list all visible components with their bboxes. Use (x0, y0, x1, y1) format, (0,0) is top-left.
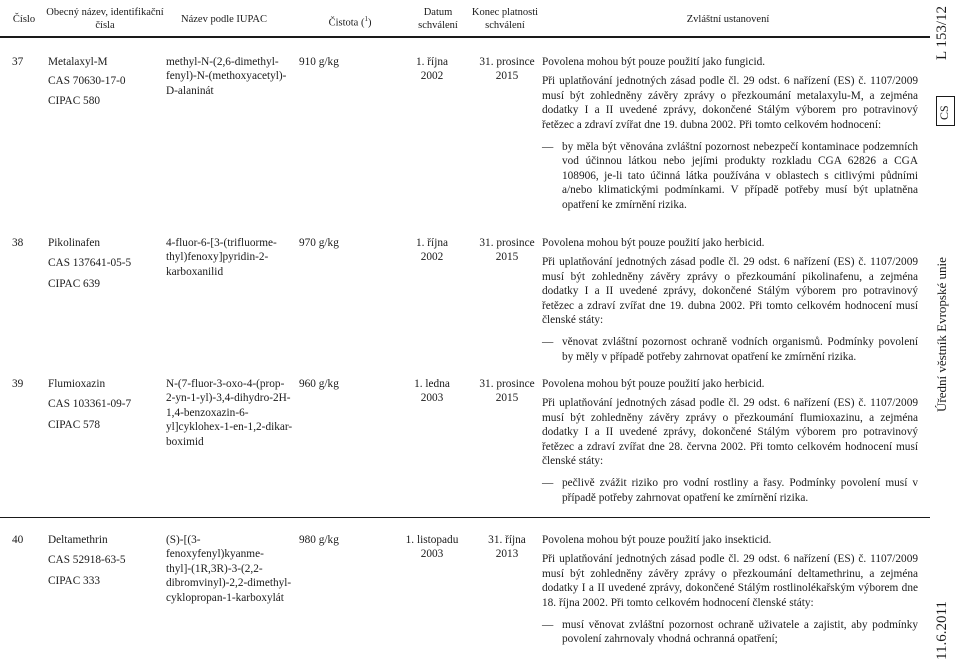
dash-marker: — (542, 141, 554, 154)
row-40-cas: CAS 52918-63-5 (48, 554, 126, 567)
row-38-expiry: 31. prosince 2015 (479, 237, 535, 264)
row-38-common-name (48, 236, 158, 291)
header-approval-date: Datum schválení (418, 7, 458, 31)
row-38-approval: 1. října 2002 (416, 237, 448, 264)
row-40-cipac: CIPAC 333 (48, 574, 101, 587)
row-38-dash-item: — věnovat zvláštní pozornost ochraně vodních organismů. Podmínky povolení by měly v případě potřeby zahrnovat opatření ke zmírnění rizika. (542, 336, 918, 363)
row-39-expiry: 31. prosince 2015 (479, 378, 535, 405)
row-40-use: Povolena mohou být pouze použití jako insekticid. (542, 534, 772, 546)
row-38-cipac: CIPAC 639 (48, 277, 101, 290)
row-38-body: Při uplatňování jednotných zásad podle čl. 29 odst. 6 nařízení (ES) č. 1107/2009 musí být zohledněny závěry zprávy o přezkoumání pikolinafenu, a zejména dodatky I a II uvedené zprávy, dokončené Stálým výborem pro potravinový řetězec a zdraví zvířat dne 19. dubna 2002. Při tomto celkovém hodnocení musí členské státy: (542, 256, 918, 327)
row-37-expiry: 31. prosince 2015 (479, 56, 535, 83)
row-40-expiry: 31. října 2013 (488, 534, 526, 561)
header-provisions: Zvláštní ustanovení (686, 14, 770, 25)
row-39-name: Flumioxazin (48, 378, 106, 390)
row-38-number: 38 (12, 237, 24, 249)
dash-marker: — (542, 336, 554, 349)
row-37-purity: 910 g/kg (299, 56, 339, 68)
header-expiry: Konec platnosti schválení (471, 7, 539, 31)
row-40-provisions (542, 533, 918, 647)
dash-marker: — (542, 619, 554, 632)
row-40-common-name (48, 533, 158, 588)
row-40-number: 40 (12, 534, 24, 546)
row-38-iupac: 4-fluor-6-[3-(trifluorme- thyl)fenoxy]pyridin-2- karboxanilid (166, 237, 277, 278)
row-37-name: Metalaxyl-M (48, 56, 108, 68)
language-badge: CS (936, 96, 955, 126)
row-37-cas: CAS 70630-17-0 (48, 75, 126, 88)
dash-marker: — (542, 477, 554, 490)
row-37-approval: 1. října 2002 (416, 56, 448, 83)
journal-reference: L 153/12 (934, 5, 950, 60)
journal-name: Úřední věstník Evropské unie (934, 257, 949, 412)
row-39-number: 39 (12, 378, 24, 390)
header-rule (0, 36, 930, 38)
row-39-approval: 1. ledna 2003 (414, 378, 450, 405)
row-37-common-name (48, 55, 158, 108)
row-38-provisions (542, 236, 918, 364)
row-39-body: Při uplatňování jednotných zásad podle čl. 29 odst. 6 nařízení (ES) č. 1107/2009 musí být zohledněny závěry zprávy o přezkoumání flumioxazinu, a zejména dodatky I a II uvedené zprávy, dokončené Stálým výborem pro potravinový řetězec a zdraví zvířat dne 28. června 2002. Při tomto celkovém hodnocení musí členské státy: (542, 397, 918, 468)
row-39-purity: 960 g/kg (299, 378, 339, 390)
row-37-dash-item: — by měla být věnována zvláštní pozornost nebezpečí kontaminace podzemních vod účinnou látkou nebo jejími produkty rozkladu CGA 62826 a CGA 108906, je-li tato účinná látka používána v oblastech s citlivými půdními a/nebo klimatickými podmínkami. V případě potřeby musí být uplatněna opatření ke zmírnění rizika. (542, 141, 918, 211)
row-37-provisions (542, 55, 918, 212)
row-37-use: Povolena mohou být pouze použití jako fungicid. (542, 56, 766, 68)
row-39-provisions (542, 377, 918, 505)
row-38-use: Povolena mohou být pouze použití jako herbicid. (542, 237, 765, 249)
row-39-common-name (48, 377, 158, 432)
publication-date: 11.6.2011 (934, 601, 950, 660)
row-38-purity: 970 g/kg (299, 237, 339, 249)
header-purity: Čistota ($^1$) (328, 15, 372, 29)
row-38-cas: CAS 137641-05-5 (48, 257, 132, 270)
row-40-name: Deltamethrin (48, 534, 108, 546)
row-38-name: Pikolinafen (48, 237, 101, 249)
row-39-cipac: CIPAC 578 (48, 418, 101, 431)
row-40-approval: 1. listopadu 2003 (405, 534, 459, 561)
header-number: Číslo (12, 14, 36, 25)
row-37-number: 37 (12, 56, 24, 68)
row-40-dash-item: — musí věnovat zvláštní pozornost ochraně uživatele a zajistit, aby podmínky povolení zahrnovaly vhodná ochranná opatření; (542, 619, 918, 646)
row-40-iupac: (S)-[(3-fenoxyfenyl)kyanme- thyl]-(1R,3R)-3-(2,2- dibromvinyl)-2,2-dimethyl- cyklopropan-1-karboxylát (166, 534, 292, 604)
row-39-iupac: N-(7-fluor-3-oxo-4-(prop- 2-yn-1-yl)-3,4-dihydro-2H- 1,4-benzoxazin-6- yl]cyklohex-1-en-1,2-dikar- boximid (166, 378, 293, 448)
row-37-body: Při uplatňování jednotných zásad podle čl. 29 odst. 6 nařízení (ES) č. 1107/2009 musí být zohledněny závěry zprávy o přezkoumání metalaxylu-M, a zejména dodatky I a II uvedené zprávy, dokončené Stálým výborem pro potravinový řetězec a zdraví zvířat dne 19. dubna 2002. Při tomto celkovém hodnocení: (542, 75, 918, 131)
row-39-dash-item: — pečlivě zvážit riziko pro vodní rostliny a řasy. Podmínky povolení musí v případě potřeby zahrnovat opatření ke zmírnění rizika. (542, 477, 918, 504)
row-divider (0, 517, 930, 518)
row-37-cipac: CIPAC 580 (48, 94, 101, 107)
row-40-body: Při uplatňování jednotných zásad podle čl. 29 odst. 6 nařízení (ES) č. 1107/2009 musí být zohledněny závěry zprávy o přezkoumání deltamethrinu, a zejména dodatky I a II uvedené zprávy, dokončené Stálým rostlinolékařským výborem dne 18. října 2002. Při tomto celkovém hodnocení členské státy: (542, 553, 918, 609)
row-37-iupac: methyl-N-(2,6-dimethyl- fenyl)-N-(methoxyacetyl)- D-alaninát (166, 56, 287, 97)
header-iupac: Název podle IUPAC (181, 14, 267, 25)
header-common-name: Obecný název, identifikační čísla (46, 7, 164, 31)
row-39-use: Povolena mohou být pouze použití jako herbicid. (542, 378, 765, 390)
row-40-purity: 980 g/kg (299, 534, 339, 546)
row-39-cas: CAS 103361-09-7 (48, 398, 132, 411)
